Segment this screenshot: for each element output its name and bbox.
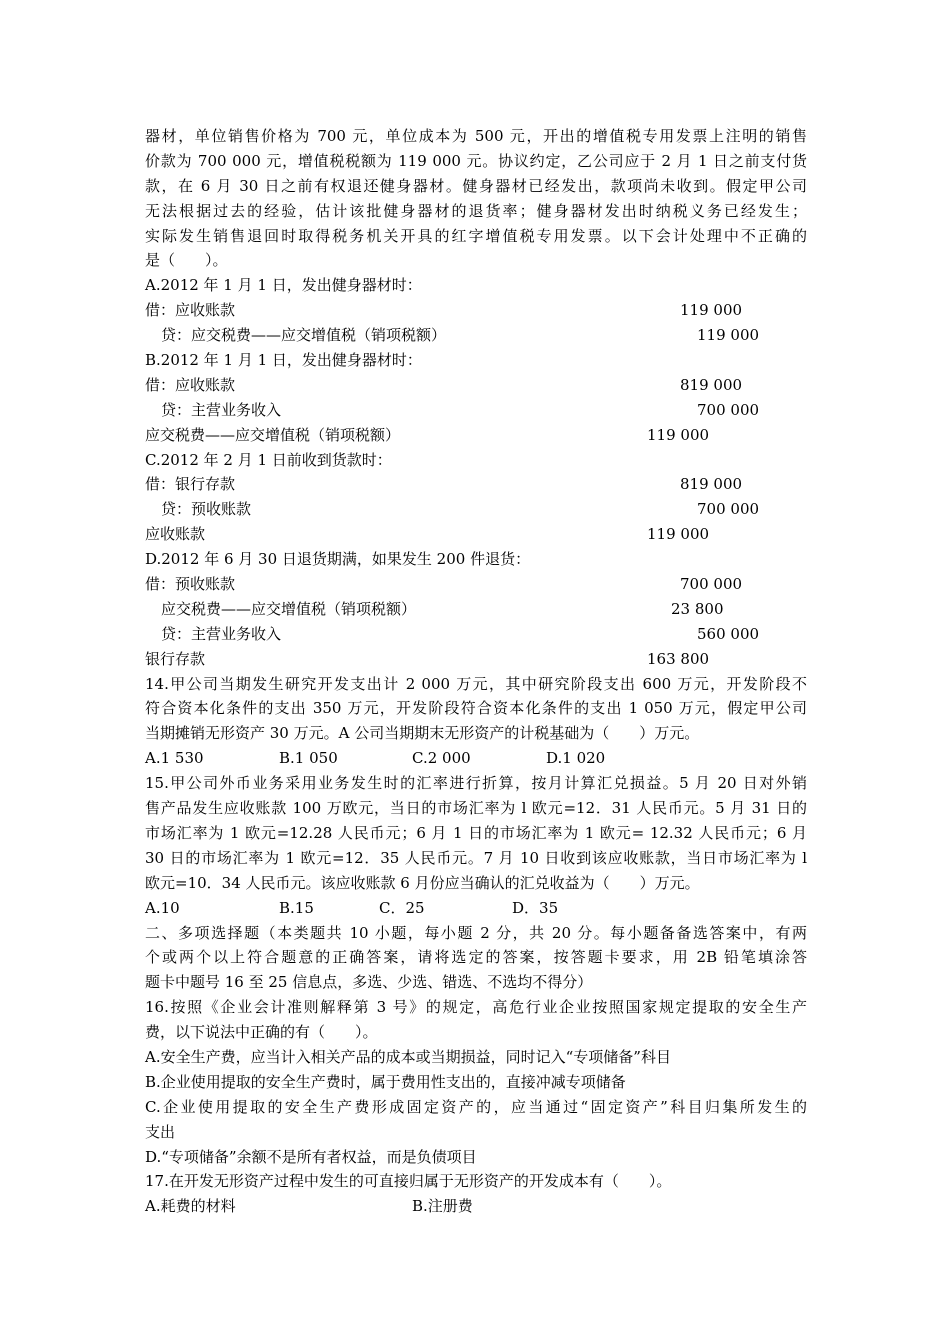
amount: 819 000 [680,375,743,394]
section-heading-line: 个或两个以上符合题意的正确答案，请将选定的答案，按答题卡要求，用 2B 铅笔填涂答 [145,948,807,967]
q16-option-a: A.安全生产费，应当计入相关产品的成本或当期损益，同时记入“专项储备”科目 [145,1047,671,1066]
q15-stem-line: 15.甲公司外币业务采用业务发生时的汇率进行折算，按月计算汇兑损益。5 月 20 日对外销 [145,774,807,793]
amount: 819 000 [680,475,743,494]
journal-entry-line [145,622,807,647]
q16-stem-line: 费，以下说法中正确的有（ ）。 [145,1023,378,1042]
account-name: 借：预收账款 [145,575,236,594]
account-name: 贷：主营业务收入 [161,624,282,643]
q15-option-d: D．35 [512,898,559,917]
q13-option-a-heading: A.2012 年 1 月 1 日，发出健身器材时： [145,276,422,295]
account-name: 应交税费——应交增值税（销项税额） [161,599,417,618]
q13-stem-line: 实际发生销售退回时取得税务机关开具的红字增值税专用发票。以下会计处理中不正确的 [145,226,807,245]
q15-option-c: C．25 [379,898,425,917]
account-name: 应交税费——应交增值税（销项税额） [145,425,401,444]
account-name: 贷：应交税费——应交增值税（销项税额） [161,326,447,345]
q15-stem-line: 市场汇率为 1 欧元=12.28 人民币元；6 月 1 日的市场汇率为 1 欧元= 12.32 人民币元；6 月 [145,823,807,842]
q14-option-c: C.2 000 [412,749,471,768]
q13-stem-line: 器材，单位销售价格为 700 元，单位成本为 500 元，开出的增值税专用发票上注明的销售 [145,127,807,145]
q14-stem-line: 当期摊销无形资产 30 万元。A 公司当期期末无形资产的计税基础为（ ）万元。 [145,724,700,743]
amount: 119 000 [697,326,760,345]
q17-stem: 17.在开发无形资产过程中发生的可直接归属于无形资产的开发成本有（ ）。 [145,1172,672,1191]
section-heading-line: 题卡中题号 16 至 25 信息点，多选、少选、错选、不选均不得分） [145,973,593,992]
journal-entry-line [145,398,807,423]
q13-option-c-heading: C.2012 年 2 月 1 日前收到货款时： [145,450,392,469]
account-name: 借：银行存款 [145,475,236,494]
q16-option-d: D.“专项储备”余额不是所有者权益，而是负债项目 [145,1147,477,1166]
account-name: 借：应收账款 [145,375,236,394]
account-name: 应收账款 [145,525,206,544]
q15-stem-line: 售产品发生应收账款 100 万欧元，当日的市场汇率为 l 欧元=12．31 人民币元。5 月 31 日的 [145,799,807,818]
account-name: 贷：主营业务收入 [161,400,282,419]
journal-entry-line [145,472,807,497]
q13-option-b-heading: B.2012 年 1 月 1 日，发出健身器材时： [145,351,422,370]
q13-stem-line: 无法根据过去的经验，估计该批健身器材的退货率；健身器材发出时纳税义务已经发生； [145,201,807,220]
journal-entry-line [145,572,807,597]
amount: 119 000 [647,525,710,544]
journal-entry-line [145,497,807,522]
account-name: 银行存款 [145,649,206,668]
amount: 163 800 [647,649,710,668]
journal-entry-line [145,373,807,398]
q14-option-b: B.1 050 [279,749,338,768]
amount: 700 000 [697,400,760,419]
q14-options [145,746,807,771]
journal-entry-line [145,323,807,348]
journal-entry-line [145,298,807,323]
q13-stem-line: 款，在 6 月 30 日之前有权退还健身器材。健身器材已经发出，款项尚未收到。假定甲公司 [145,176,807,195]
q13-stem-line: 是（ ）。 [145,251,228,270]
amount: 560 000 [697,624,760,643]
q14-stem-line: 14.甲公司当期发生研究开发支出计 2 000 万元，其中研究阶段支出 600 万元，开发阶段不 [145,674,807,693]
amount: 119 000 [680,301,743,320]
q16-stem-line: 16.按照《企业会计准则解释第 3 号》的规定，高危行业企业按照国家规定提取的安全生产 [145,998,807,1017]
journal-entry-line [145,597,807,622]
q15-option-b: B.15 [279,898,314,917]
q14-stem-line: 符合资本化条件的支出 350 万元，开发阶段符合资本化条件的支出 1 050 万元，假定甲公司 [145,699,807,718]
q17-option-a: A.耗费的材料 [145,1197,236,1216]
amount: 700 000 [680,575,743,594]
document-body [145,124,807,1219]
q15-option-a: A.10 [145,898,180,917]
journal-entry-line [145,647,807,672]
q16-option-c-continued: 支出 [145,1122,176,1141]
account-name: 借：应收账款 [145,301,236,320]
amount: 119 000 [647,425,710,444]
q17-option-b: B.注册费 [412,1197,473,1216]
journal-entry-line [145,423,807,448]
q15-options [145,896,807,921]
q13-stem-line: 价款为 700 000 元，增值税税额为 119 000 元。协议约定，乙公司应于 2 月 1 日之前支付货 [145,151,807,170]
q15-stem-line: 30 日的市场汇率为 1 欧元=12．35 人民币元。7 月 10 日收到该应收账款，当日市场汇率为 l [145,848,807,867]
q16-option-b: B.企业使用提取的安全生产费时，属于费用性支出的，直接冲减专项储备 [145,1072,626,1091]
q16-option-c: C.企业使用提取的安全生产费形成固定资产的，应当通过“固定资产”科目归集所发生的 [145,1097,807,1116]
account-name: 贷：预收账款 [161,500,252,519]
q15-stem-line: 欧元=10．34 人民币元。该应收账款 6 月份应当确认的汇兑收益为（ ）万元。 [145,873,700,892]
q14-option-d: D.1 020 [546,749,606,768]
q14-option-a: A.1 530 [145,749,204,768]
q13-option-d-heading: D.2012 年 6 月 30 日退货期满，如果发生 200 件退货： [145,550,531,569]
amount: 700 000 [697,500,760,519]
amount: 23 800 [671,599,724,618]
section-heading-line: 二、多项选择题（本类题共 10 小题，每小题 2 分，共 20 分。每小题备备选答案中，有两 [145,923,807,942]
journal-entry-line [145,522,807,547]
q17-options [145,1194,807,1219]
